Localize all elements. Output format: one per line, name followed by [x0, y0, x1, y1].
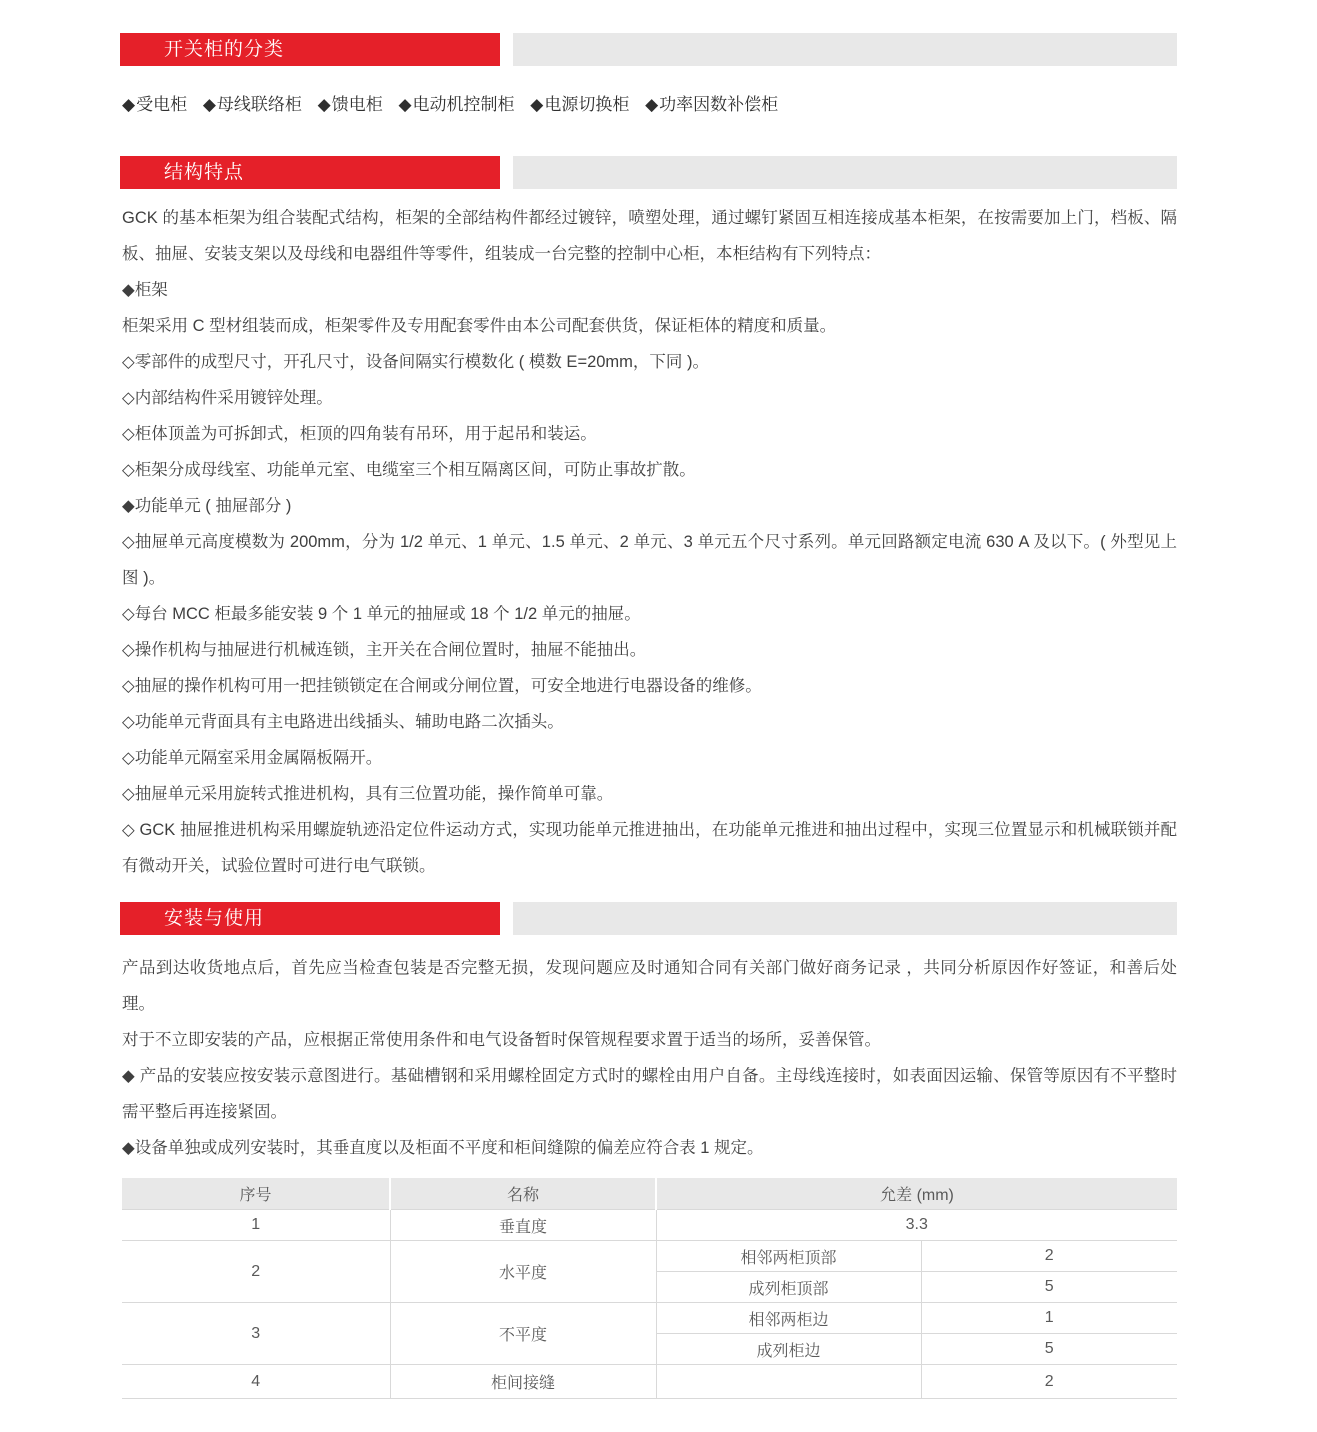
category-label: 受电柜	[136, 95, 188, 114]
paragraph: GCK 的基本柜架为组合装配式结构，柜架的全部结构件都经过镀锌，喷塑处理，通过螺钉紧固互相连接成基本柜架，在按需要加上门，档板、隔板、抽屉、安装支架以及母线和电器组件等零件，组装成一台完整的控制中心柜，本柜结构有下列特点：	[122, 209, 1177, 263]
cell-sub-value: 5	[921, 1272, 1177, 1303]
paragraph: ◇柜架分成母线室、功能单元室、电缆室三个相互隔离区间，可防止事故扩散。	[122, 461, 696, 479]
structure-paragraphs	[122, 200, 1177, 884]
paragraph: ◇功能单元隔室采用金属隔板隔开。	[122, 749, 383, 767]
category-label: 馈电柜	[331, 95, 383, 114]
section-title-extension	[513, 156, 1177, 189]
paragraph: ◇内部结构件采用镀锌处理。	[122, 389, 333, 407]
table-row	[122, 1303, 1177, 1334]
cell-sub-value: 2	[921, 1365, 1177, 1399]
cell-tolerance: 3.3	[656, 1210, 1177, 1241]
paragraph: 柜架采用 C 型材组装而成，柜架零件及专用配套零件由本公司配套供货，保证柜体的精度和质量。	[122, 317, 837, 335]
paragraph: ◇ GCK 抽屉推进机构采用螺旋轨迹沿定位件运动方式，实现功能单元推进抽出，在功能单元推进和抽出过程中，实现三位置显示和机械联锁并配有微动开关，试验位置时可进行电气联锁。	[122, 821, 1177, 875]
cell-no: 2	[122, 1241, 390, 1303]
paragraph: ◇零部件的成型尺寸，开孔尺寸，设备间隔实行模数化 ( 模数 E=20mm，下同 )。	[122, 353, 709, 371]
cell-name: 垂直度	[390, 1210, 656, 1241]
section-title-bar	[120, 902, 500, 935]
paragraph: 产品到达收货地点后，首先应当检查包装是否完整无损，发现问题应及时通知合同有关部门做好商务记录 ，共同分析原因作好签证，和善后处理。	[122, 959, 1177, 1013]
paragraph: ◇抽屉单元高度模数为 200mm，分为 1/2 单元、1 单元、1.5 单元、2 单元、3 单元五个尺寸系列。单元回路额定电流 630 A 及以下。( 外型见上图 )。	[122, 533, 1177, 587]
section-header-structure	[120, 156, 1177, 189]
table-row	[122, 1210, 1177, 1241]
paragraph: ◇操作机构与抽屉进行机械连锁，主开关在合闸位置时，抽屉不能抽出。	[122, 641, 647, 659]
cell-no: 3	[122, 1303, 390, 1365]
section-title-structure: 结构特点	[164, 162, 245, 183]
table-header-name: 名称	[390, 1178, 656, 1210]
cell-sub-label: 相邻两柜顶部	[656, 1241, 921, 1272]
table-header-row	[122, 1178, 1177, 1210]
paragraph: ◆ 产品的安装应按安装示意图进行。基础槽钢和采用螺栓固定方式时的螺栓由用户自备。主母线连接时，如表面因运输、保管等原因有不平整时需平整后再连接紧固。	[122, 1067, 1177, 1121]
diamond-bullet-icon: ◆	[122, 95, 136, 114]
table-header-tolerance: 允差 (mm)	[656, 1178, 1177, 1210]
diamond-bullet-icon: ◆	[645, 95, 659, 114]
cell-name: 不平度	[390, 1303, 656, 1365]
table-header-no: 序号	[122, 1178, 390, 1210]
paragraph: ◇柜体顶盖为可拆卸式，柜顶的四角装有吊环，用于起吊和装运。	[122, 425, 597, 443]
table-row	[122, 1241, 1177, 1272]
category-item	[122, 95, 187, 114]
category-label: 母线联络柜	[216, 95, 302, 114]
section-title-bar	[120, 33, 500, 66]
table-row	[122, 1365, 1177, 1399]
installation-paragraphs	[122, 950, 1177, 1166]
paragraph: ◇抽屉单元采用旋转式推进机构，具有三位置功能，操作简单可靠。	[122, 785, 614, 803]
paragraph: ◇抽屉的操作机构可用一把挂锁锁定在合闸或分闸位置，可安全地进行电器设备的维修。	[122, 677, 762, 695]
diamond-bullet-icon: ◆	[317, 95, 331, 114]
diamond-bullet-icon: ◆	[202, 95, 216, 114]
cell-sub-value: 5	[921, 1334, 1177, 1365]
cell-sub-label: 成列柜边	[656, 1334, 921, 1365]
diamond-bullet-icon: ◆	[398, 95, 412, 114]
category-label: 电动机控制柜	[412, 95, 515, 114]
cell-sub-label: 相邻两柜边	[656, 1303, 921, 1334]
section-title-extension	[513, 902, 1177, 935]
section-title-installation: 安装与使用	[164, 908, 265, 929]
cell-sub-label	[656, 1365, 921, 1399]
cell-sub-label: 成列柜顶部	[656, 1272, 921, 1303]
category-item	[645, 95, 778, 114]
paragraph: ◆柜架	[122, 281, 168, 299]
paragraph: ◆设备单独或成列安装时，其垂直度以及柜面不平度和柜间缝隙的偏差应符合表 1 规定。	[122, 1139, 764, 1157]
cell-sub-value: 2	[921, 1241, 1177, 1272]
category-item	[398, 95, 514, 114]
paragraph: ◇功能单元背面具有主电路进出线插头、辅助电路二次插头。	[122, 713, 564, 731]
classification-items-row	[122, 87, 1177, 123]
cell-name: 柜间接缝	[390, 1365, 656, 1399]
paragraph: 对于不立即安装的产品，应根据正常使用条件和电气设备暂时保管规程要求置于适当的场所，妥善保管。	[122, 1031, 881, 1049]
cell-no: 1	[122, 1210, 390, 1241]
paragraph: ◆功能单元 ( 抽屉部分 )	[122, 497, 292, 515]
diamond-bullet-icon: ◆	[530, 95, 544, 114]
cell-no: 4	[122, 1365, 390, 1399]
category-item	[203, 95, 302, 114]
section-header-classification	[120, 33, 1177, 66]
section-title-classification: 开关柜的分类	[164, 39, 285, 60]
section-title-bar	[120, 156, 500, 189]
section-title-extension	[513, 33, 1177, 66]
category-item	[530, 95, 629, 114]
section-header-installation	[120, 902, 1177, 935]
cell-name: 水平度	[390, 1241, 656, 1303]
cell-sub-value: 1	[921, 1303, 1177, 1334]
paragraph: ◇每台 MCC 柜最多能安装 9 个 1 单元的抽屉或 18 个 1/2 单元的抽屉。	[122, 605, 641, 623]
category-item	[318, 95, 383, 114]
category-label: 功率因数补偿柜	[659, 95, 779, 114]
tolerance-table	[122, 1178, 1177, 1399]
category-label: 电源切换柜	[544, 95, 630, 114]
